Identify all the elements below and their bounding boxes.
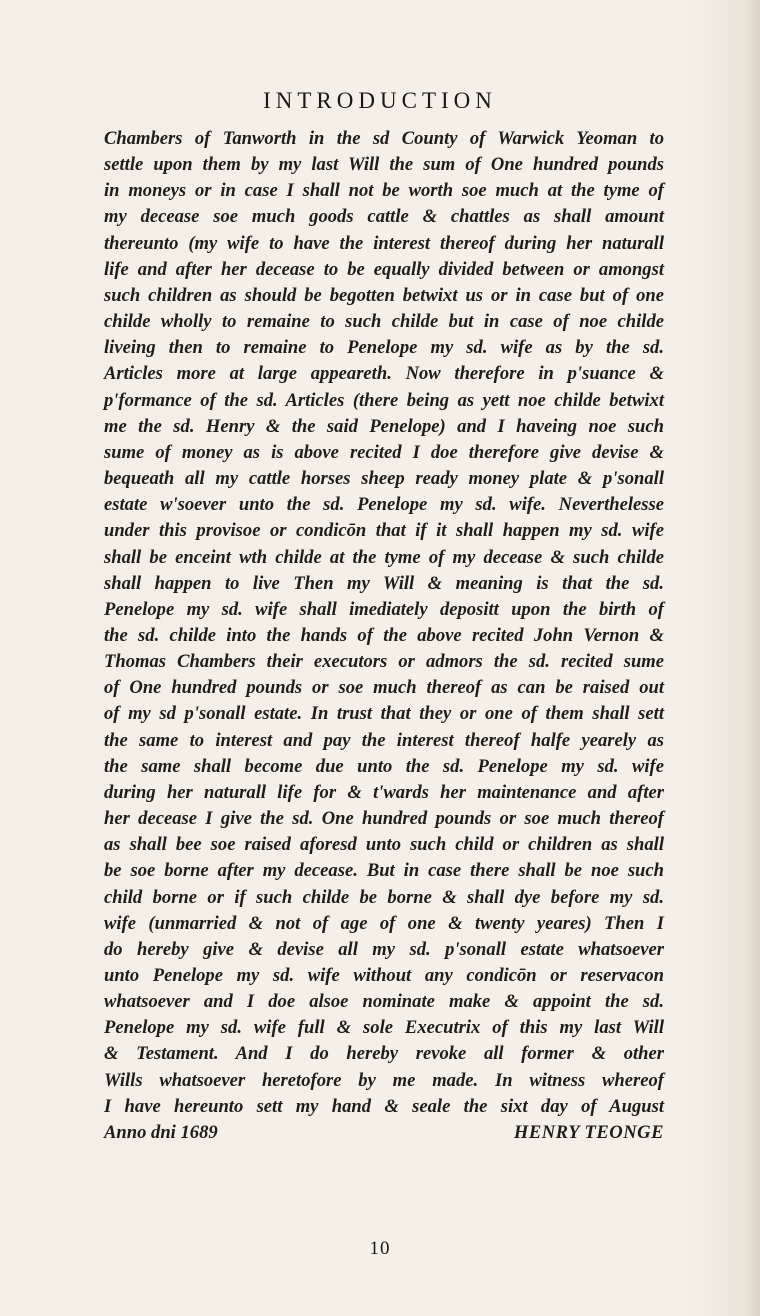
text-line: the same shall become due unto the sd. Penelope my sd. wife bbox=[104, 755, 664, 777]
text-line: liveing then to remaine to Penelope my sd. wife as by the sd. bbox=[104, 337, 664, 359]
text-line: during her naturall life for & t'wards her maintenance and after bbox=[104, 781, 664, 803]
text-line: p'formance of the sd. Articles (there being as yett noe childe betwixt bbox=[104, 389, 664, 411]
text-line: unto Penelope my sd. wife without any condicōn or reservacon bbox=[104, 965, 664, 986]
text-line: I have hereunto sett my hand & seale the sixt day of August bbox=[104, 1095, 664, 1117]
will-text bbox=[104, 126, 664, 1146]
text-line: me the sd. Henry & the said Penelope) and I haveing noe such bbox=[104, 415, 664, 437]
text-line: my decease soe much goods cattle & chattles as shall amount bbox=[104, 206, 664, 228]
text-line: under this provisoe or condicōn that if it shall happen my sd. wife bbox=[104, 520, 664, 542]
text-line: in moneys or in case I shall not be worth soe much at the tyme of bbox=[104, 180, 664, 202]
text-line: the same to interest and pay the interest thereof halfe yearely as bbox=[104, 729, 664, 751]
text-line: & Testament. And I do hereby revoke all former & other bbox=[104, 1043, 664, 1065]
text-line: bequeath all my cattle horses sheep ready money plate & p'sonall bbox=[104, 468, 664, 490]
text-line: of One hundred pounds or soe much thereof as can be raised out bbox=[104, 677, 664, 699]
text-line: such children as should be begotten betwixt us or in case but of one bbox=[104, 284, 664, 306]
text-line: be soe borne after my decease. But in case there shall be noe such bbox=[104, 860, 664, 882]
text-line: life and after her decease to be equally divided between or amongst bbox=[104, 258, 664, 280]
text-line: Penelope my sd. wife full & sole Executrix of this my last Will bbox=[104, 1017, 664, 1039]
text-line: Articles more at large appeareth. Now therefore in p'suance & bbox=[104, 363, 664, 385]
text-line: her decease I give the sd. One hundred pounds or soe much thereof bbox=[104, 808, 664, 830]
text-line: the sd. childe into the hands of the above recited John Vernon & bbox=[104, 624, 664, 646]
text-line: wife (unmarried & not of age of one & twenty yeares) Then I bbox=[104, 912, 664, 934]
text-line: do hereby give & devise all my sd. p'sonall estate whatsoever bbox=[104, 938, 664, 960]
text-line: childe wholly to remaine to such childe but in case of noe childe bbox=[104, 311, 664, 333]
closing-line bbox=[104, 1120, 664, 1146]
signature: HENRY TEONGE bbox=[513, 1121, 664, 1143]
closing-date: Anno dni 1689 bbox=[104, 1121, 218, 1143]
text-line: child borne or if such childe be borne & shall dye before my sd. bbox=[104, 886, 664, 908]
text-line: Chambers of Tanworth in the sd County of Warwick Yeoman to bbox=[104, 128, 664, 149]
text-line: shall happen to live Then my Will & meaning is that the sd. bbox=[104, 572, 664, 594]
text-line: sume of money as is above recited I doe therefore give devise & bbox=[104, 441, 664, 463]
text-line: shall be enceint wth childe at the tyme of my decease & such childe bbox=[104, 546, 664, 568]
text-line: settle upon them by my last Will the sum of One hundred pounds bbox=[104, 154, 664, 176]
text-line: estate w'soever unto the sd. Penelope my sd. wife. Neverthelesse bbox=[104, 494, 664, 516]
text-line: Penelope my sd. wife shall imediately depositt upon the birth of bbox=[104, 598, 664, 620]
text-line: thereunto (my wife to have the interest thereof during her naturall bbox=[104, 232, 664, 254]
text-line: Wills whatsoever heretofore by me made. In witness whereof bbox=[104, 1069, 664, 1091]
text-line: as shall bee soe raised aforesd unto such child or children as shall bbox=[104, 834, 664, 856]
page-number: 10 bbox=[369, 1238, 391, 1259]
text-line: of my sd p'sonall estate. In trust that they or one of them shall sett bbox=[104, 703, 664, 725]
running-head: INTRODUCTION bbox=[263, 88, 497, 113]
text-line: Thomas Chambers their executors or admors the sd. recited sume bbox=[104, 651, 664, 673]
text-line: whatsoever and I doe alsoe nominate make & appoint the sd. bbox=[104, 991, 664, 1013]
